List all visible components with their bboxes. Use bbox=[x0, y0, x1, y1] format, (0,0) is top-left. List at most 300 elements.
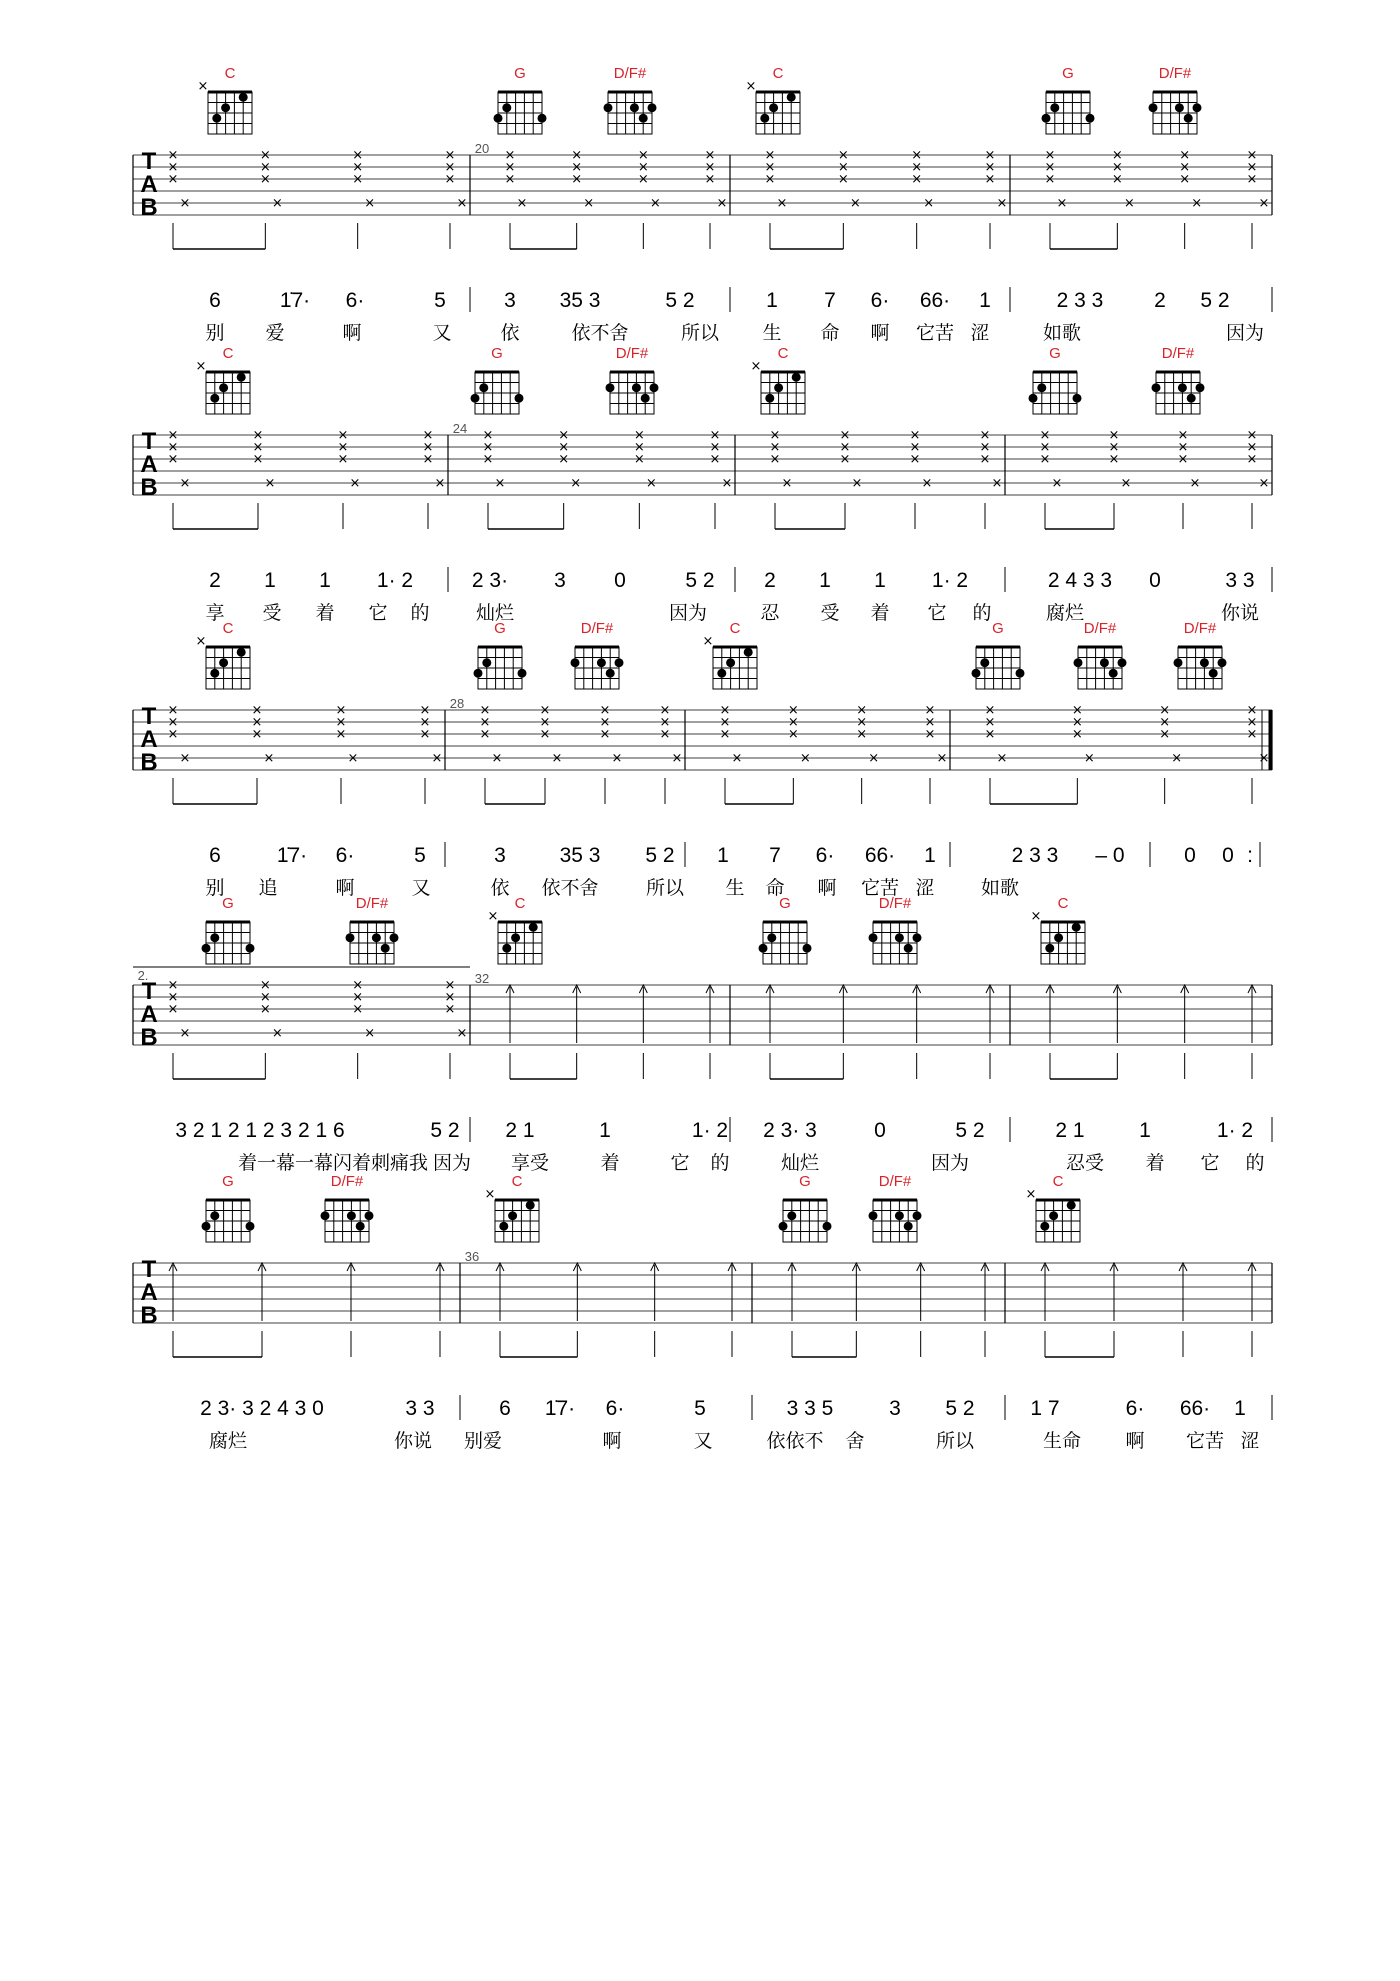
pick-x-mark: × bbox=[422, 452, 434, 467]
pick-x-mark: × bbox=[979, 440, 991, 455]
finger-dot bbox=[972, 669, 981, 678]
lyric-syllable: 又 bbox=[693, 1430, 713, 1452]
pick-x-mark: × bbox=[633, 452, 645, 467]
pick-x-mark: × bbox=[851, 476, 863, 491]
finger-dot bbox=[726, 658, 735, 667]
pick-x-mark: × bbox=[911, 160, 923, 175]
chord-name-label: D/F# bbox=[355, 895, 389, 912]
jianpu-note: 1 bbox=[264, 569, 276, 592]
pick-x-mark: × bbox=[259, 990, 271, 1005]
system-2 bbox=[133, 345, 1272, 624]
jianpu-note: 1· 2 bbox=[1216, 1119, 1254, 1142]
finger-dot bbox=[774, 383, 783, 392]
chord-name-label: C bbox=[729, 620, 741, 637]
muted-string-icon: × bbox=[487, 909, 499, 924]
pick-x-mark: × bbox=[434, 476, 446, 491]
finger-dot bbox=[381, 944, 390, 953]
finger-dot bbox=[237, 648, 246, 657]
jianpu-note: 1̇7· bbox=[276, 844, 308, 867]
lyric-syllable: 别 bbox=[205, 877, 225, 899]
pick-x-mark: × bbox=[1191, 196, 1203, 211]
pick-x-mark: × bbox=[991, 476, 1003, 491]
finger-dot bbox=[803, 944, 812, 953]
pick-x-mark: × bbox=[1083, 751, 1095, 766]
pick-x-mark: × bbox=[799, 751, 811, 766]
pick-x-mark: × bbox=[787, 715, 799, 730]
finger-dot bbox=[604, 103, 613, 112]
pick-x-mark: × bbox=[167, 160, 179, 175]
finger-dot bbox=[246, 1222, 255, 1231]
pick-x-mark: × bbox=[1179, 160, 1191, 175]
pick-x-mark: × bbox=[335, 727, 347, 742]
pick-x-mark: × bbox=[1123, 196, 1135, 211]
pick-x-mark: × bbox=[979, 428, 991, 443]
finger-dot bbox=[511, 933, 520, 942]
pick-x-mark: × bbox=[659, 703, 671, 718]
pick-x-mark: × bbox=[335, 703, 347, 718]
pick-x-mark: × bbox=[1056, 196, 1068, 211]
lyric-syllable: 它苦 bbox=[860, 877, 900, 899]
pick-x-mark: × bbox=[419, 703, 431, 718]
pick-x-mark: × bbox=[1246, 440, 1258, 455]
lyric-syllable: 因为 bbox=[432, 1152, 472, 1174]
pick-x-mark: × bbox=[263, 751, 275, 766]
chord-name-label: G bbox=[491, 345, 503, 362]
jianpu-note: 2 4 3 3 bbox=[1047, 569, 1113, 592]
pick-x-mark: × bbox=[1246, 428, 1258, 443]
lyric-syllable: 它 bbox=[368, 602, 388, 624]
finger-dot bbox=[1152, 383, 1161, 392]
pick-x-mark: × bbox=[337, 440, 349, 455]
finger-dot bbox=[1218, 658, 1227, 667]
jianpu-note: 1 bbox=[924, 844, 936, 867]
system-4 bbox=[133, 895, 1272, 1174]
muted-string-icon: × bbox=[750, 359, 762, 374]
measure-number: 36 bbox=[464, 1249, 480, 1264]
chord-name-label: G bbox=[1062, 65, 1074, 82]
tab-clef-letter: A bbox=[140, 171, 158, 198]
lyric-syllable: 的 bbox=[410, 602, 430, 624]
lyric-syllable: 爱 bbox=[265, 322, 285, 344]
jianpu-note: 2 3 3 bbox=[1011, 844, 1059, 867]
lyric-syllable: 忍受 bbox=[1065, 1152, 1105, 1174]
finger-dot bbox=[913, 933, 922, 942]
pick-x-mark: × bbox=[704, 148, 716, 163]
pick-x-mark: × bbox=[456, 1026, 468, 1041]
pick-x-mark: × bbox=[271, 196, 283, 211]
pick-x-mark: × bbox=[1071, 703, 1083, 718]
lyric-syllable: 所以 bbox=[680, 322, 720, 344]
pick-x-mark: × bbox=[984, 148, 996, 163]
chord-diagram bbox=[869, 1173, 922, 1242]
pick-x-mark: × bbox=[167, 452, 179, 467]
chord-diagram bbox=[198, 65, 252, 134]
pick-x-mark: × bbox=[996, 751, 1008, 766]
lyric-syllable: 你说 bbox=[1220, 602, 1260, 624]
lyric-syllable: 它 bbox=[670, 1152, 690, 1174]
finger-dot bbox=[538, 114, 547, 123]
chord-diagram bbox=[1031, 895, 1085, 964]
chord-diagram bbox=[202, 895, 255, 964]
jianpu-note: 6· bbox=[815, 844, 835, 867]
chord-diagram bbox=[604, 65, 657, 134]
lyric-syllable: 因为 bbox=[668, 602, 708, 624]
finger-dot bbox=[508, 1211, 517, 1220]
finger-dot bbox=[321, 1211, 330, 1220]
pick-x-mark: × bbox=[352, 148, 364, 163]
pick-x-mark: × bbox=[364, 196, 376, 211]
pick-x-mark: × bbox=[167, 703, 179, 718]
muted-string-icon: × bbox=[484, 1187, 496, 1202]
lyric-syllable: 着 bbox=[315, 602, 335, 624]
pick-x-mark: × bbox=[259, 978, 271, 993]
pick-x-mark: × bbox=[1120, 476, 1132, 491]
finger-dot bbox=[1067, 1201, 1076, 1210]
lyric-syllable: 别爱 bbox=[463, 1430, 503, 1452]
pick-x-mark: × bbox=[856, 715, 868, 730]
chord-diagram bbox=[1042, 65, 1095, 134]
pick-x-mark: × bbox=[769, 440, 781, 455]
chord-diagram bbox=[488, 895, 542, 964]
pick-x-mark: × bbox=[984, 160, 996, 175]
lyric-syllable: 舍 bbox=[845, 1430, 865, 1452]
chord-name-label: C bbox=[1057, 895, 1069, 912]
pick-x-mark: × bbox=[444, 172, 456, 187]
jianpu-note: 1 bbox=[1139, 1119, 1151, 1142]
pick-x-mark: × bbox=[167, 440, 179, 455]
pick-x-mark: × bbox=[167, 172, 179, 187]
pick-x-mark: × bbox=[839, 452, 851, 467]
finger-dot bbox=[347, 1211, 356, 1220]
pick-x-mark: × bbox=[909, 452, 921, 467]
chord-name-label: D/F# bbox=[1083, 620, 1117, 637]
pick-x-mark: × bbox=[347, 751, 359, 766]
chord-diagram bbox=[202, 1173, 255, 1242]
pick-x-mark: × bbox=[1039, 428, 1051, 443]
chord-name-label: D/F# bbox=[1158, 65, 1192, 82]
jianpu-note: 3 3 5 bbox=[786, 1397, 834, 1420]
pick-x-mark: × bbox=[504, 160, 516, 175]
jianpu-note: 2 1 bbox=[1055, 1119, 1085, 1142]
finger-dot bbox=[526, 1201, 535, 1210]
pick-x-mark: × bbox=[1108, 440, 1120, 455]
pick-x-mark: × bbox=[599, 703, 611, 718]
jianpu-note: 5 2 bbox=[645, 844, 675, 867]
lyric-syllable: 啊 bbox=[870, 322, 890, 344]
lyric-syllable: 如歌 bbox=[980, 877, 1020, 899]
pick-x-mark: × bbox=[551, 751, 563, 766]
pick-x-mark: × bbox=[352, 1002, 364, 1017]
pick-x-mark: × bbox=[337, 452, 349, 467]
finger-dot bbox=[792, 373, 801, 382]
lyric-syllable: 啊 bbox=[602, 1430, 622, 1452]
lyric-syllable: 着 bbox=[600, 1152, 620, 1174]
finger-dot bbox=[1184, 114, 1193, 123]
lyric-syllable: 它 bbox=[1200, 1152, 1220, 1174]
pick-x-mark: × bbox=[482, 440, 494, 455]
muted-string-icon: × bbox=[197, 79, 209, 94]
finger-dot bbox=[365, 1211, 374, 1220]
pick-x-mark: × bbox=[571, 148, 583, 163]
chord-diagram bbox=[1152, 345, 1205, 414]
pick-x-mark: × bbox=[482, 428, 494, 443]
finger-dot bbox=[1073, 394, 1082, 403]
finger-dot bbox=[1042, 114, 1051, 123]
finger-dot bbox=[639, 114, 648, 123]
finger-dot bbox=[869, 933, 878, 942]
pick-x-mark: × bbox=[637, 172, 649, 187]
finger-dot bbox=[1174, 658, 1183, 667]
chord-name-label: D/F# bbox=[330, 1173, 364, 1190]
pick-x-mark: × bbox=[837, 148, 849, 163]
measure-number: 20 bbox=[474, 141, 490, 156]
jianpu-note: 1 bbox=[766, 289, 778, 312]
pick-x-mark: × bbox=[709, 452, 721, 467]
finger-dot bbox=[869, 1211, 878, 1220]
finger-dot bbox=[630, 103, 639, 112]
pick-x-mark: × bbox=[1044, 148, 1056, 163]
finger-dot bbox=[759, 944, 768, 953]
lyric-syllable: 它苦 bbox=[1185, 1430, 1225, 1452]
jianpu-note: 2 bbox=[764, 569, 776, 592]
chord-name-label: C bbox=[772, 65, 784, 82]
pick-x-mark: × bbox=[924, 703, 936, 718]
finger-dot bbox=[390, 933, 399, 942]
finger-dot bbox=[202, 944, 211, 953]
finger-dot bbox=[1196, 383, 1205, 392]
finger-dot bbox=[1045, 944, 1054, 953]
pick-x-mark: × bbox=[1258, 476, 1270, 491]
pick-x-mark: × bbox=[271, 1026, 283, 1041]
lyric-syllable: 依 bbox=[490, 877, 510, 899]
finger-dot bbox=[346, 933, 355, 942]
jianpu-note: 2 bbox=[209, 569, 221, 592]
jianpu-note: 0 bbox=[1149, 569, 1161, 592]
pick-x-mark: × bbox=[984, 172, 996, 187]
finger-dot bbox=[529, 923, 538, 932]
pick-x-mark: × bbox=[781, 476, 793, 491]
jianpu-note: 6 bbox=[209, 289, 221, 312]
finger-dot bbox=[1074, 658, 1083, 667]
finger-dot bbox=[502, 103, 511, 112]
pick-x-mark: × bbox=[364, 1026, 376, 1041]
lyric-syllable: 所以 bbox=[935, 1430, 975, 1452]
finger-dot bbox=[632, 383, 641, 392]
pick-x-mark: × bbox=[924, 727, 936, 742]
pick-x-mark: × bbox=[984, 703, 996, 718]
pick-x-mark: × bbox=[856, 703, 868, 718]
pick-x-mark: × bbox=[558, 440, 570, 455]
pick-x-mark: × bbox=[539, 703, 551, 718]
pick-x-mark: × bbox=[571, 160, 583, 175]
jianpu-note: 5 bbox=[694, 1397, 706, 1420]
finger-dot bbox=[494, 114, 503, 123]
pick-x-mark: × bbox=[1108, 428, 1120, 443]
muted-string-icon: × bbox=[195, 634, 207, 649]
tab-clef-letter: B bbox=[140, 749, 158, 776]
chord-diagram bbox=[346, 895, 399, 964]
pick-x-mark: × bbox=[456, 196, 468, 211]
pick-x-mark: × bbox=[769, 452, 781, 467]
pick-x-mark: × bbox=[516, 196, 528, 211]
chord-diagram bbox=[869, 895, 922, 964]
muted-string-icon: × bbox=[702, 634, 714, 649]
finger-dot bbox=[515, 394, 524, 403]
finger-dot bbox=[482, 658, 491, 667]
pick-x-mark: × bbox=[637, 160, 649, 175]
pick-x-mark: × bbox=[444, 160, 456, 175]
tab-clef-letter: A bbox=[140, 1001, 158, 1028]
jianpu-note: 6 bbox=[209, 844, 221, 867]
pick-x-mark: × bbox=[259, 160, 271, 175]
lyric-syllable: 享受 bbox=[510, 1152, 550, 1174]
jianpu-note: 1̇7· bbox=[544, 1397, 576, 1420]
pick-x-mark: × bbox=[1246, 172, 1258, 187]
system-3 bbox=[133, 620, 1272, 899]
jianpu-note: 1 bbox=[1234, 1397, 1246, 1420]
lyric-syllable: 涩 bbox=[970, 322, 990, 344]
lyric-syllable: 啊 bbox=[1125, 1430, 1145, 1452]
finger-dot bbox=[895, 1211, 904, 1220]
pick-x-mark: × bbox=[671, 751, 683, 766]
tab-clef-letter: B bbox=[140, 1024, 158, 1051]
finger-dot bbox=[1037, 383, 1046, 392]
pick-x-mark: × bbox=[731, 751, 743, 766]
pick-x-mark: × bbox=[1246, 727, 1258, 742]
pick-x-mark: × bbox=[251, 715, 263, 730]
chord-diagram bbox=[321, 1173, 374, 1242]
pick-x-mark: × bbox=[787, 727, 799, 742]
jianpu-note: 1 bbox=[599, 1119, 611, 1142]
pick-x-mark: × bbox=[996, 196, 1008, 211]
jianpu-note: 0 bbox=[874, 1119, 886, 1142]
pick-x-mark: × bbox=[1071, 727, 1083, 742]
finger-dot bbox=[1187, 394, 1196, 403]
pick-x-mark: × bbox=[352, 978, 364, 993]
chord-diagram bbox=[751, 345, 805, 414]
pick-x-mark: × bbox=[419, 715, 431, 730]
lyric-syllable: 你说 bbox=[393, 1430, 433, 1452]
pick-x-mark: × bbox=[264, 476, 276, 491]
chord-name-label: D/F# bbox=[613, 65, 647, 82]
pick-x-mark: × bbox=[856, 727, 868, 742]
tab-clef-letter: T bbox=[141, 978, 157, 1005]
pick-x-mark: × bbox=[923, 196, 935, 211]
finger-dot bbox=[904, 944, 913, 953]
chord-diagram bbox=[1074, 620, 1127, 689]
chord-name-label: C bbox=[777, 345, 789, 362]
jianpu-note: 2 3· 3 2 4 3 0 bbox=[200, 1397, 324, 1420]
finger-dot bbox=[210, 1211, 219, 1220]
lyric-syllable: 灿烂 bbox=[780, 1152, 820, 1174]
pick-x-mark: × bbox=[1159, 715, 1171, 730]
pick-x-mark: × bbox=[167, 715, 179, 730]
tab-clef-letter: B bbox=[140, 1302, 158, 1329]
lyric-syllable: 因为 bbox=[1225, 322, 1265, 344]
finger-dot bbox=[787, 1211, 796, 1220]
pick-x-mark: × bbox=[504, 172, 516, 187]
chord-diagram bbox=[1026, 1173, 1080, 1242]
lyric-syllable: 腐烂 bbox=[208, 1430, 248, 1452]
pick-x-mark: × bbox=[921, 476, 933, 491]
jianpu-note: 66· bbox=[864, 844, 896, 867]
jianpu-note: 2 3· 3 bbox=[763, 1119, 817, 1142]
pick-x-mark: × bbox=[599, 715, 611, 730]
pick-x-mark: × bbox=[179, 1026, 191, 1041]
finger-dot bbox=[650, 383, 659, 392]
pick-x-mark: × bbox=[599, 727, 611, 742]
chord-diagram bbox=[471, 345, 524, 414]
finger-dot bbox=[1178, 383, 1187, 392]
jianpu-note: 6· bbox=[335, 844, 355, 867]
pick-x-mark: × bbox=[1246, 703, 1258, 718]
finger-dot bbox=[1209, 669, 1218, 678]
finger-dot bbox=[648, 103, 657, 112]
pick-x-mark: × bbox=[764, 172, 776, 187]
jianpu-note: 0 bbox=[1184, 844, 1196, 867]
finger-dot bbox=[219, 658, 228, 667]
pick-x-mark: × bbox=[1189, 476, 1201, 491]
pick-x-mark: × bbox=[1111, 172, 1123, 187]
chord-name-label: G bbox=[779, 895, 791, 912]
pick-x-mark: × bbox=[1177, 428, 1189, 443]
pick-x-mark: × bbox=[352, 990, 364, 1005]
pick-x-mark: × bbox=[911, 172, 923, 187]
lyric-syllable: 依不舍 bbox=[541, 877, 599, 899]
chord-name-label: G bbox=[1049, 345, 1061, 362]
finger-dot bbox=[202, 1222, 211, 1231]
jianpu-note: 3 2 1 2 1 2 3 2 1 6 bbox=[175, 1119, 345, 1142]
lyric-syllable: 涩 bbox=[1240, 1430, 1260, 1452]
jianpu-note: 6· bbox=[605, 1397, 625, 1420]
chord-name-label: D/F# bbox=[878, 895, 912, 912]
finger-dot bbox=[212, 114, 221, 123]
pick-x-mark: × bbox=[1177, 452, 1189, 467]
lyric-syllable: 受 bbox=[262, 602, 282, 624]
pick-x-mark: × bbox=[776, 196, 788, 211]
finger-dot bbox=[372, 933, 381, 942]
lyric-syllable: 的 bbox=[972, 602, 992, 624]
pick-x-mark: × bbox=[849, 196, 861, 211]
pick-x-mark: × bbox=[167, 428, 179, 443]
lyric-syllable: 啊 bbox=[335, 877, 355, 899]
tab-clef-letter: A bbox=[140, 1279, 158, 1306]
pick-x-mark: × bbox=[337, 428, 349, 443]
system-1 bbox=[133, 65, 1272, 344]
lyric-syllable: 依 bbox=[500, 322, 520, 344]
chord-diagram bbox=[746, 65, 800, 134]
chord-name-label: C bbox=[511, 1173, 523, 1190]
pick-x-mark: × bbox=[252, 452, 264, 467]
measure-number: 28 bbox=[449, 696, 465, 711]
jianpu-note: – 0 bbox=[1095, 844, 1125, 867]
finger-dot bbox=[499, 1222, 508, 1231]
pick-x-mark: × bbox=[1108, 452, 1120, 467]
pick-x-mark: × bbox=[539, 715, 551, 730]
tab-clef-letter: A bbox=[140, 451, 158, 478]
tab-clef-letter: T bbox=[141, 428, 157, 455]
pick-x-mark: × bbox=[611, 751, 623, 766]
finger-dot bbox=[1049, 1211, 1058, 1220]
chord-name-label: C bbox=[224, 65, 236, 82]
lyric-syllable: 因为 bbox=[930, 1152, 970, 1174]
system-5 bbox=[133, 1173, 1272, 1452]
finger-dot bbox=[356, 1222, 365, 1231]
finger-dot bbox=[597, 658, 606, 667]
pick-x-mark: × bbox=[979, 452, 991, 467]
finger-dot bbox=[615, 658, 624, 667]
chord-diagram bbox=[494, 65, 547, 134]
